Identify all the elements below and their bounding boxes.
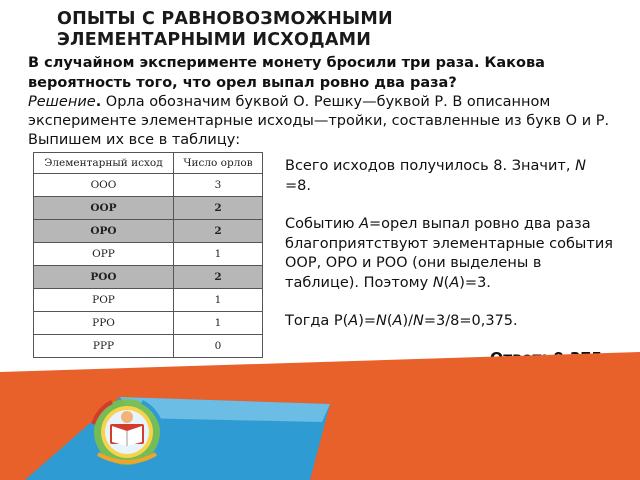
table-row: [34, 266, 263, 289]
decorative-bottom-band: [0, 352, 640, 480]
outcome-cell: ОРО: [34, 220, 174, 243]
outcome-cell: ООР: [34, 197, 174, 220]
outcome-cell: РОО: [34, 266, 174, 289]
solution-label: Решение.: [28, 94, 102, 110]
heads-cell: 1: [174, 243, 263, 266]
title-line-2: ЭЛЕМЕНТАРНЫМИ ИСХОДАМИ: [57, 30, 372, 50]
table-row: [34, 174, 263, 197]
explanation-text: [285, 157, 615, 332]
probability-formula-paragraph: Тогда P(A)=N(A)/N=3/8=0,375.: [285, 313, 518, 329]
solution-text: Орла обозначим буквой О. Решку—буквой Р. В описанном эксперименте элементарные исходы—тройки, составленные из букв О и Р. Выпишем их все в таблицу:: [28, 94, 610, 148]
heads-cell: 2: [174, 266, 263, 289]
outcome-cell: РРР: [34, 335, 174, 358]
outcome-cell: РОР: [34, 289, 174, 312]
heads-cell: 3: [174, 174, 263, 197]
problem-question: В случайном эксперименте монету бросили три раза. Какова вероятность того, что орел выпал ровно два раза?: [28, 55, 545, 91]
heads-cell: 2: [174, 220, 263, 243]
outcome-cell: ООО: [34, 174, 174, 197]
table-row: [34, 312, 263, 335]
heads-cell: 1: [174, 312, 263, 335]
outcome-cell: РРО: [34, 312, 174, 335]
heads-cell: 2: [174, 197, 263, 220]
solution-paragraph: [28, 93, 618, 150]
slide-title: [57, 9, 393, 51]
book-logo-icon: [93, 399, 161, 465]
outcome-cell: ОРР: [34, 243, 174, 266]
heads-cell: 0: [174, 335, 263, 358]
table-row: [34, 243, 263, 266]
outcomes-table: [33, 152, 263, 358]
header-outcome: Элементарный исход: [34, 153, 174, 174]
table-row: [34, 197, 263, 220]
table-row: [34, 220, 263, 243]
table-header-row: [34, 153, 263, 174]
heads-cell: 1: [174, 289, 263, 312]
favorable-outcomes-paragraph: Событию A=орел выпал ровно два раза благоприятствуют элементарные события ООР, ОРО и РОО (они выделены в таблице). Поэтому N(A)=3.: [285, 216, 613, 291]
total-outcomes-paragraph: Всего исходов получилось 8. Значит, N =8.: [285, 158, 586, 194]
table-body: [34, 174, 263, 358]
table-row: [34, 289, 263, 312]
title-line-1: ОПЫТЫ С РАВНОВОЗМОЖНЫМИ: [57, 9, 393, 29]
header-heads-count: Число орлов: [174, 153, 263, 174]
